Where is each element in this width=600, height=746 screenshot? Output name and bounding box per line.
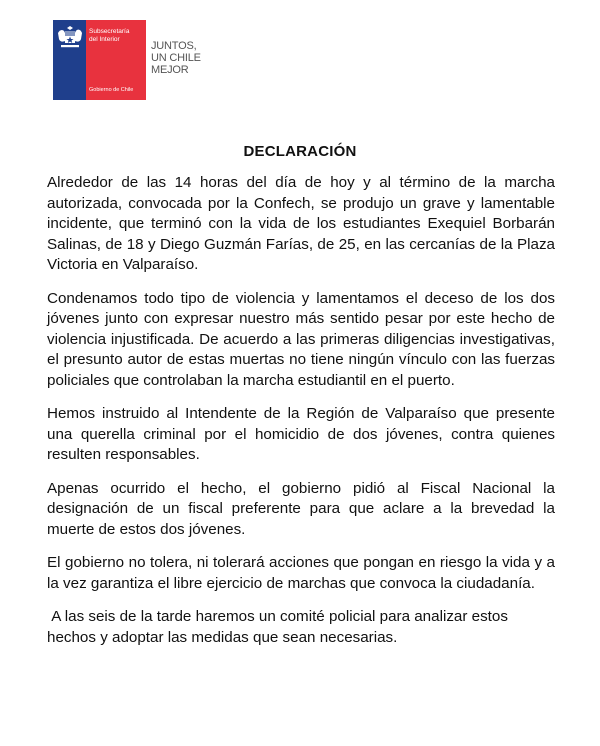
paragraph-5: El gobierno no tolera, ni tolerará acciones que pongan en riesgo la vida y a la vez garantiza el libre ejercicio de marchas que convoca la ciudadanía. [47,554,555,592]
logo-blue-panel [53,20,86,100]
page-title: DECLARACIÓN [243,143,357,160]
logo-gov-label: Gobierno de Chile [89,87,134,93]
paragraph-2: Condenamos todo tipo de violencia y lamentamos el deceso de los dos jóvenes junto con expresar nuestro más sentido pesar por este hecho de violencia injustificada. De acuerdo a las primeras diligencias investigativas, el presunto autor de estas muertas no tiene ningún vínculo con las fuerzas policiales que controlaban la marcha estudiantil en el puerto. [47,289,555,389]
chile-coat-of-arms-icon [55,24,85,52]
paragraph-6: A las seis de la tarde haremos un comité policial para analizar estos hechos y adoptar las medidas que sean necesarias. [47,608,513,646]
declaration-body [47,173,555,661]
logo-slogan: JUNTOS, UN CHILE MEJOR [151,40,201,76]
paragraph-4: Apenas ocurrido el hecho, el gobierno pidió al Fiscal Nacional la designación de un fiscal preferente para que aclare a la brevedad la muerte de estos dos jóvenes. [47,479,555,538]
paragraph-3: Hemos instruido al Intendente de la Región de Valparaíso que presente una querella criminal por el homicidio de dos jóvenes, contra quienes resulten responsables. [47,405,555,463]
logo-org-name: Subsecretaría del Interior [89,28,130,43]
government-logo [53,20,203,100]
logo-red-panel [86,20,146,100]
paragraph-1: Alrededor de las 14 horas del día de hoy y al término de la marcha autorizada, convocada por la Confech, se produjo un grave y lamentable incidente, que terminó con la vida de los estudiantes Exequiel Borbarán Salinas, de 18 y Diego Guzmán Farías, de 25, en las cercanías de la Plaza Victoria en Valparaíso. [47,174,555,273]
